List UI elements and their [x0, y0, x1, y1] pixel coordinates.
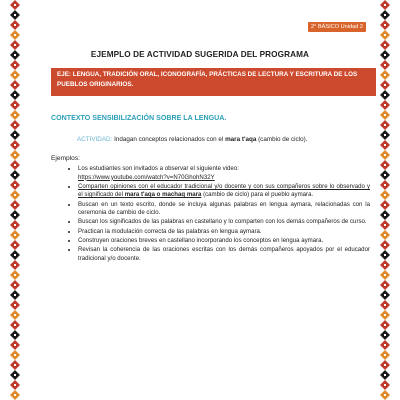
border-diamond-center [384, 344, 386, 346]
border-diamond-center [14, 44, 16, 46]
border-diamond-center [14, 374, 16, 376]
border-diamond-center [14, 274, 16, 276]
border-diamond-center [14, 194, 16, 196]
border-diamond-center [384, 14, 386, 16]
border-diamond-center [384, 324, 386, 326]
border-diamond-center [14, 304, 16, 306]
border-diamond-center [384, 124, 386, 126]
border-diamond-center [14, 224, 16, 226]
border-diamond-center [384, 284, 386, 286]
border-diamond-center [14, 354, 16, 356]
activity-label: ACTIVIDAD: [77, 136, 113, 143]
list-item [78, 183, 370, 200]
border-diamond-center [384, 234, 386, 236]
list-item [78, 228, 370, 237]
example-5-text: Practican la modulación correcta de las palabras en lengua aymara. [78, 227, 262, 235]
border-diamond-center [384, 264, 386, 266]
border-diamond-center [384, 214, 386, 216]
border-diamond-center [14, 344, 16, 346]
border-diamond-center [384, 294, 386, 296]
activity-text-after: (cambio de ciclo). [256, 136, 308, 143]
border-diamond-center [384, 204, 386, 206]
border-diamond-center [14, 294, 16, 296]
list-item [78, 165, 370, 182]
page-title: EJEMPLO DE ACTIVIDAD SUGERIDA DEL PROGRAMA [90, 50, 310, 59]
examples-heading: Ejemplos: [51, 155, 80, 162]
video-link[interactable]: https://www.youtube.com/watch?v=N70GhohN32Y [78, 173, 215, 181]
list-item [78, 218, 370, 227]
border-diamond-center [14, 104, 16, 106]
axis-banner: EJE: LENGUA, TRADICIÓN ORAL, ICONOGRAFÍA, PRÁCTICAS DE LECTURA Y ESCRITURA DE LOS PUEBLOS ORIGINARIOS. [51, 68, 376, 96]
section-heading: CONTEXTO SENSIBILIZACIÓN SOBRE LA LENGUA. [51, 114, 227, 122]
border-diamond-center [14, 134, 16, 136]
border-diamond-center [14, 264, 16, 266]
activity-text-before: Indagan conceptos relacionados con el [112, 136, 226, 143]
border-diamond-center [14, 234, 16, 236]
border-diamond-center [14, 314, 16, 316]
border-diamond-center [14, 144, 16, 146]
example-4-text: Buscan los significados de las palabras en castellano y lo comparten con los demás compañeros de curso. [78, 218, 367, 226]
border-diamond-center [14, 14, 16, 16]
border-diamond-center [384, 174, 386, 176]
border-diamond-center [14, 34, 16, 36]
border-diamond-center [14, 84, 16, 86]
border-diamond-center [384, 74, 386, 76]
border-diamond-center [384, 394, 386, 396]
border-diamond-center [14, 164, 16, 166]
border-diamond-center [14, 54, 16, 56]
border-diamond-center [14, 284, 16, 286]
border-diamond-center [384, 134, 386, 136]
right-decorative-border [380, 0, 390, 400]
examples-list [60, 165, 370, 264]
border-diamond-center [14, 24, 16, 26]
border-diamond-center [384, 334, 386, 336]
example-7-text: Revisan la coherencia de las oraciones escritas con los demás compañeros apoyados por el educador tradicional y/o docente. [78, 245, 370, 262]
border-diamond-center [384, 54, 386, 56]
example-1-text: Los estudiantes son invitados a observar el siguiente video: [78, 165, 239, 172]
border-diamond-center [384, 364, 386, 366]
list-item [78, 237, 370, 246]
border-diamond-center [384, 64, 386, 66]
border-diamond-center [14, 364, 16, 366]
border-diamond-center [14, 394, 16, 396]
border-diamond-center [14, 64, 16, 66]
border-diamond-center [384, 384, 386, 386]
border-diamond-center [14, 114, 16, 116]
border-diamond-center [384, 224, 386, 226]
border-diamond-center [14, 324, 16, 326]
border-diamond-center [14, 184, 16, 186]
left-decorative-border [10, 0, 20, 400]
border-diamond-center [14, 4, 16, 6]
border-diamond-center [384, 254, 386, 256]
border-diamond-center [14, 124, 16, 126]
border-diamond-center [384, 104, 386, 106]
border-diamond-center [384, 184, 386, 186]
border-diamond-center [384, 304, 386, 306]
border-diamond-center [384, 374, 386, 376]
list-item [78, 246, 370, 263]
grade-unit-tab: 2° BÁSICO Unidad 2 [308, 22, 366, 32]
border-diamond-center [384, 194, 386, 196]
border-diamond-center [14, 94, 16, 96]
border-diamond-center [14, 204, 16, 206]
border-diamond-center [384, 44, 386, 46]
border-diamond-center [384, 164, 386, 166]
border-diamond-center [384, 274, 386, 276]
example-2-part1: Comparten opiniones con el educador tradicional y/o docente y con sus compañeros sobre lo observado y el significado del [78, 182, 370, 199]
border-diamond-center [384, 34, 386, 36]
border-diamond-center [384, 94, 386, 96]
border-diamond-center [384, 4, 386, 6]
activity-term: mara t'aqa [225, 136, 257, 143]
border-diamond-center [384, 24, 386, 26]
activity-line [77, 136, 307, 143]
border-diamond-center [14, 254, 16, 256]
border-diamond-center [384, 114, 386, 116]
border-diamond-center [384, 314, 386, 316]
border-diamond-center [14, 384, 16, 386]
border-diamond-center [14, 334, 16, 336]
example-3-text: Buscan en un texto escrito, donde se incluya algunas palabras en lengua aymara, relacionadas con la ceremonia de cambio de ciclo. [78, 200, 370, 217]
border-diamond-center [384, 144, 386, 146]
border-diamond-center [14, 154, 16, 156]
border-diamond-center [384, 244, 386, 246]
border-diamond-center [384, 84, 386, 86]
border-diamond-center [14, 174, 16, 176]
example-6-text: Construyen oraciones breves en castellano incorporando los conceptos en lengua aymara. [78, 236, 324, 244]
border-diamond-center [14, 244, 16, 246]
border-diamond-center [14, 214, 16, 216]
border-diamond-center [14, 74, 16, 76]
list-item [78, 201, 370, 218]
border-diamond-center [384, 154, 386, 156]
border-diamond-center [384, 354, 386, 356]
example-2-part2: (cambio de ciclo) para el pueblo aymara. [201, 191, 314, 199]
example-2-term: mara t'aqa o machaq mara [124, 191, 202, 199]
